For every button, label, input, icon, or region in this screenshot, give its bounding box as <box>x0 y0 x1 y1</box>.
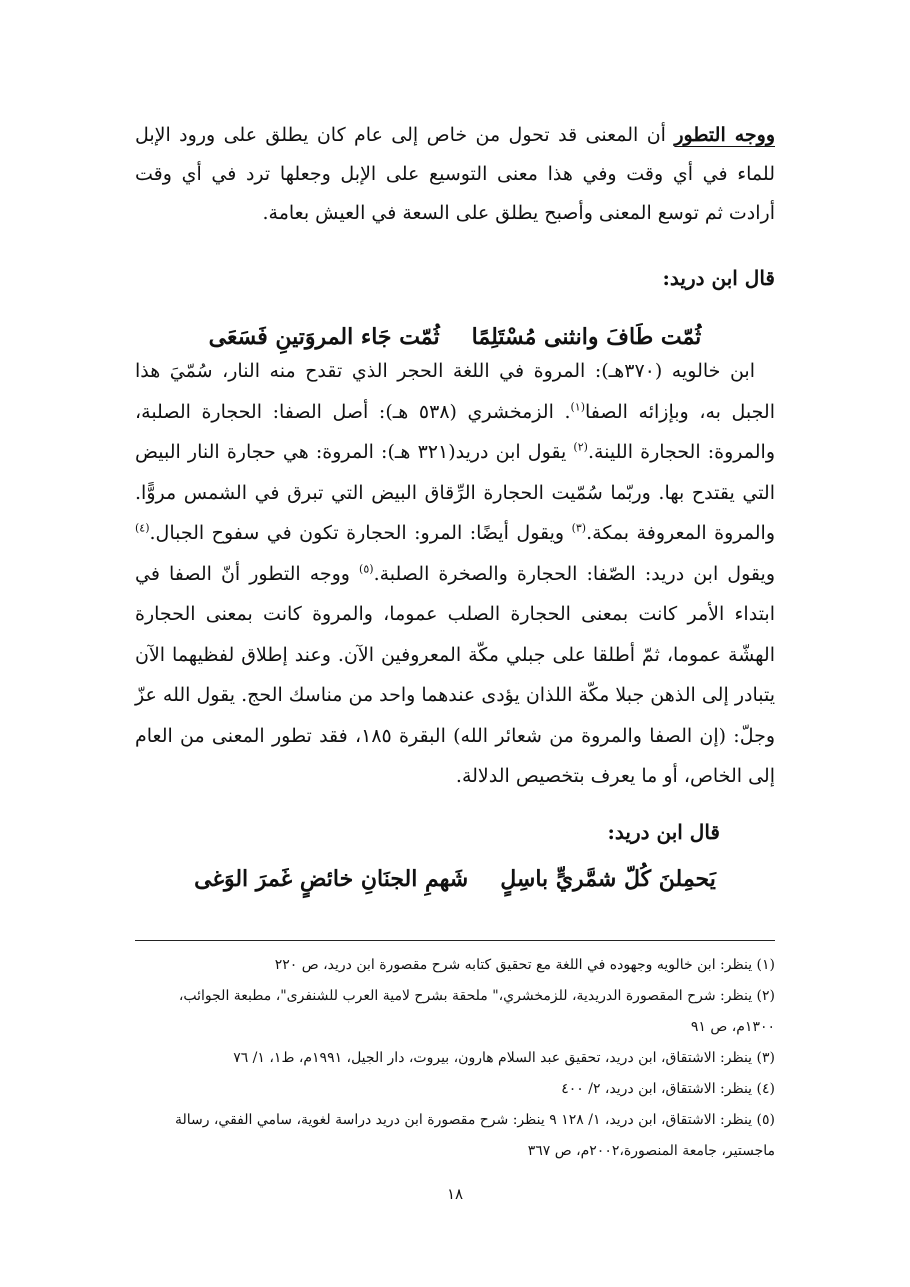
verse-2 <box>0 866 910 892</box>
paragraph-1-text: أن المعنى قد تحول من خاص إلى عام كان يطلق على ورود الإبل للماء في أي وقت وفي هذا معنى التوسيع على الإبل وجعلها ترد في أي وقت أرادت ثم توسع المعنى وأصبح يطلق على السعة في العيش بعامة. <box>135 124 775 224</box>
verse-1 <box>0 324 910 350</box>
heading-ibn-durayd-2: قال ابن دريد: <box>607 820 720 844</box>
verse-1-first-hemistich: ثُمّت طَافَ وانثنى مُسْتَلِمًا <box>471 324 702 350</box>
paragraph-2-sentence-2: . الزمخشري (٥٣٨ هـ): أصل الصفا: الحجارة الصلبة، والمروة: الحجارة اللينة. <box>135 400 775 463</box>
paragraph-2-sentence-1: ابن خالويه (٣٧٠هـ): المروة في اللغة الحجر الذي تقدح منه النار، سُمّيَ هذا الجبل به، وبإزائه الصفا <box>135 360 775 423</box>
footnote-marker-2: (٢) <box>573 440 588 454</box>
paragraph-1-lead: ووجه التطور <box>674 124 775 146</box>
footnote-marker-1: (١) <box>570 400 586 414</box>
verse-1-second-hemistich: ثُمّت جَاء المروَتينِ فَسَعَى <box>208 324 440 350</box>
footnote-marker-5: (٥) <box>359 562 374 576</box>
heading-ibn-durayd-1: قال ابن دريد: <box>662 266 775 290</box>
page-number: ١٨ <box>446 1185 464 1203</box>
footnote-3: (٣) ينظر: الاشتقاق، ابن دريد، تحقيق عبد السلام هارون، بيروت، دار الجيل، ١٩٩١م، ط١، ١/ ٧٦ <box>233 1050 775 1066</box>
footnote-5: (٥) ينظر: الاشتقاق، ابن دريد، ١/ ١٢٨ ٩ ينظر: شرح مقصورة ابن دريد دراسة لغوية، سامي الفقي، رسالة ماجستير، جامعة المنصورة،٢٠٠٢م، ص ٣٦٧ <box>174 1112 775 1159</box>
footnote-separator <box>135 940 775 941</box>
footnotes <box>135 950 775 1167</box>
footnote-2: (٢) ينظر: شرح المقصورة الدريدية، للزمخشري،" ملحقة بشرح لامية العرب للشنفرى"، مطبعة الجوائب، ١٣٠٠م، ص ٩١ <box>178 988 775 1035</box>
footnote-marker-3: (٣) <box>571 521 587 535</box>
paragraph-2-sentence-3: يقول ابن دريد(٣٢١ هـ): المروة: هي حجارة النار البيض التي يقتدح بها. وربّما سُمّيت الحجارة الرِّقاق البيض التي تبرق في الشمس مروًّا. والمروة المعروفة بمكة. <box>135 441 776 544</box>
paragraph-2 <box>135 351 775 797</box>
paragraph-2-sentence-6: ووجه التطور أنّ الصفا في ابتداء الأمر كانت بمعنى الحجارة الصلب عموما، والمروة كانت بمعنى الحجارة الهشّة عموما، ثمّ أطلقا على جبلي مكّة المعروفين الآن. وعند إطلاق لفظيهما الآن يتبادر إلى الذهن جبلا مكّة اللذان يؤدى عندهما واحد من مناسك الحج. يقول الله عزّ وجلّ: (إن الصفا والمروة من شعائر الله) البقرة ١٨٥، فقد تطور المعنى من العام إلى الخاص، أو ما يعرف بتخصيص الدلالة. <box>135 562 776 787</box>
footnote-marker-4: (٤) <box>135 521 150 535</box>
paragraph-2-sentence-4: ويقول أيضًا: المرو: الحجارة تكون في سفوح الجبال. <box>149 522 572 544</box>
footnote-4: (٤) ينظر: الاشتقاق، ابن دريد، ٢/ ٤٠٠ <box>561 1081 775 1097</box>
paragraph-2-sentence-5: ويقول ابن دريد: الصّفا: الحجارة والصخرة الصلبة. <box>373 562 775 585</box>
paragraph-1 <box>135 116 775 233</box>
verse-2-second-hemistich: شَهمِ الجنَانِ خائضٍ غَمرَ الوَغى <box>194 866 469 892</box>
verse-2-first-hemistich: يَحمِلنَ كُلّ شمَّريٍّ باسِلٍ <box>500 866 716 892</box>
footnote-1: (١) ينظر: ابن خالويه وجهوده في اللغة مع تحقيق كتابه شرح مقصورة ابن دريد، ص ٢٢٠ <box>274 957 775 973</box>
